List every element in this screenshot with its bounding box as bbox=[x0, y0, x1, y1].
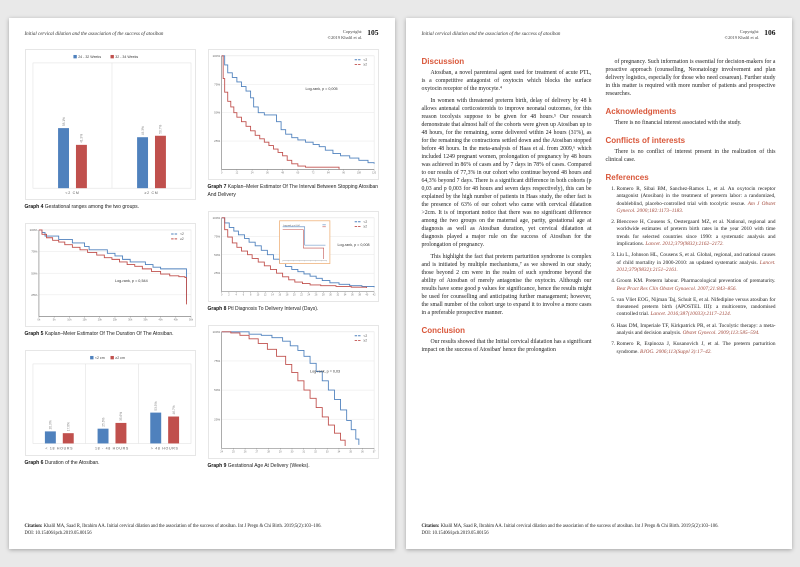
svg-text:Log-rank, p = 0,03: Log-rank, p = 0,03 bbox=[309, 369, 340, 374]
svg-text:<2: <2 bbox=[362, 333, 367, 338]
copyright-block bbox=[328, 28, 363, 41]
svg-text:20.9%: 20.9% bbox=[48, 420, 53, 430]
svg-text:24 - 32 Weeks: 24 - 32 Weeks bbox=[77, 55, 101, 60]
svg-text:<2 cm: <2 cm bbox=[94, 356, 105, 361]
reference-text: Haas DM, Imperiale TF, Kirkpatrick PR, et al. Tocolytic therapy: a meta-analysis and decision analysis. bbox=[616, 322, 776, 337]
svg-text:96: 96 bbox=[341, 171, 345, 175]
svg-text:60: 60 bbox=[296, 171, 299, 175]
svg-text:36: 36 bbox=[360, 450, 364, 454]
svg-text:0h: 0h bbox=[37, 318, 40, 322]
reference-source: Best Pract Res Clin Obstet Gynaecol. 2007;21:843–856. bbox=[616, 285, 737, 292]
reference-item bbox=[617, 252, 776, 274]
reference-source: BJOG. 2006;113(Suppl 3):17–42. bbox=[640, 348, 712, 355]
graph5-caption-label: Graph 5 bbox=[24, 331, 44, 338]
graph8-km-chart bbox=[208, 211, 379, 302]
svg-text:28: 28 bbox=[321, 293, 325, 297]
svg-text:2: 2 bbox=[227, 293, 230, 297]
graph7-km-chart bbox=[208, 49, 379, 180]
svg-text:50%: 50% bbox=[30, 271, 37, 276]
reference-item bbox=[617, 297, 776, 319]
running-title: Initial cervical dilation and the association of the success of atosiban bbox=[24, 32, 164, 37]
copyright-block bbox=[725, 28, 760, 41]
reference-text: Romero R, Espinoza J, Kusanovich J, et al. The preterm parturition syndrome. bbox=[616, 341, 776, 355]
svg-text:42: 42 bbox=[372, 293, 375, 297]
svg-text:4: 4 bbox=[234, 293, 237, 297]
km-chart-svg bbox=[26, 224, 195, 326]
page-header bbox=[422, 28, 776, 41]
svg-text:20: 20 bbox=[292, 293, 296, 297]
page-number: 105 bbox=[367, 28, 379, 37]
km-chart-svg bbox=[209, 212, 378, 301]
bar-chart-svg bbox=[26, 50, 195, 199]
graph7-caption bbox=[208, 184, 379, 200]
charts-grid bbox=[25, 49, 379, 482]
svg-text:49.3%: 49.3% bbox=[140, 126, 145, 136]
svg-text:16: 16 bbox=[277, 293, 281, 297]
reference-text: van Vliet EOG, Nijman Taj, Schuit E, et al. Nifedipine versus atosiban for threatened preterm birth (APOSTEL III): a multicentre, randomised controlled trial. bbox=[616, 296, 776, 318]
svg-text:38: 38 bbox=[357, 293, 361, 297]
svg-text:14: 14 bbox=[270, 293, 274, 297]
svg-text:41.9%: 41.9% bbox=[79, 133, 84, 143]
citation-doi: DOI: 10.15406/ipcb.2019.05.00156 bbox=[24, 530, 92, 536]
svg-text:25: 25 bbox=[231, 450, 235, 454]
conflicts-heading: Conflicts of interests bbox=[605, 136, 686, 146]
svg-text:32 - 34 Weeks: 32 - 34 Weeks bbox=[114, 55, 138, 60]
svg-text:48: 48 bbox=[280, 171, 284, 175]
acknowledgments-text: There is no financial interest associated with the study. bbox=[614, 120, 742, 127]
citation-text: Khalil MA, Saad R, Ibrahim AA. Initial cervical dilation and the association of the success of atosiban. Int J Pregn & Chi Birth. 2019;5(2):103‒106. bbox=[439, 523, 719, 529]
svg-text:100%: 100% bbox=[211, 215, 220, 220]
svg-text:32: 32 bbox=[313, 450, 317, 454]
svg-text:0: 0 bbox=[220, 171, 222, 175]
svg-text:27: 27 bbox=[254, 450, 258, 454]
citation-footer bbox=[422, 523, 776, 537]
svg-text:35: 35 bbox=[348, 450, 352, 454]
reference-source: Obstet Gynecol. 2009;113:585–594. bbox=[682, 330, 760, 337]
svg-text:28: 28 bbox=[266, 450, 270, 454]
svg-text:<2: <2 bbox=[179, 232, 184, 237]
graph8-caption bbox=[208, 306, 379, 314]
acknowledgments-heading: Acknowledgments bbox=[605, 107, 677, 117]
svg-text:≥2: ≥2 bbox=[362, 224, 367, 229]
reference-source: Lancet. 2012;379(9832):2162–2172. bbox=[645, 241, 724, 248]
citation-text: Khalil MA, Saad R, Ibrahim AA. Initial cervical dilation and the association of the success of atosiban. Int J Pregn & Chi Birth. 2019;5(2):103‒106. bbox=[42, 523, 322, 529]
graph6-caption bbox=[25, 460, 196, 468]
continuation-paragraph: of pregnancy. Such information is essential for decision-makers for a proactive approach (counselling, Neonatology involvement and plan delivery logistics, especially for those who need cesarean). Further study in this matter is required with more number of patients and prospective researches. bbox=[605, 59, 776, 98]
reference-source: Am J Obstet Gynecol. 2000;182:1173–1183. bbox=[616, 200, 776, 214]
svg-text:30: 30 bbox=[328, 293, 332, 297]
svg-text:46.7%: 46.7% bbox=[171, 405, 176, 415]
graph4-caption-text: Gestational ranges among the two groups. bbox=[43, 204, 140, 211]
svg-text:12: 12 bbox=[263, 293, 267, 297]
svg-text:24: 24 bbox=[250, 171, 253, 175]
svg-text:25%: 25% bbox=[213, 417, 220, 422]
svg-text:58.1%: 58.1% bbox=[61, 117, 66, 127]
graph4-caption bbox=[25, 204, 196, 212]
graph7-figure bbox=[208, 49, 379, 207]
reference-source: Lancet. 2012;379(9832):2151–2161. bbox=[616, 259, 776, 273]
graph6-caption-text: Duration of the Atosiban. bbox=[43, 459, 100, 466]
svg-text:40h: 40h bbox=[158, 318, 163, 322]
svg-text:5h: 5h bbox=[52, 318, 56, 322]
copyright-label: Copyright: bbox=[739, 29, 760, 34]
svg-text:12: 12 bbox=[235, 171, 238, 175]
svg-text:26: 26 bbox=[243, 450, 246, 454]
header-right bbox=[328, 28, 379, 41]
svg-text:≥2 CM: ≥2 CM bbox=[144, 191, 158, 196]
svg-text:25%: 25% bbox=[213, 139, 220, 144]
svg-text:72: 72 bbox=[311, 171, 314, 175]
svg-text:75%: 75% bbox=[213, 358, 220, 363]
reference-text: Groom KM. Preterm labour. Pharmacological prevention of prematurity. bbox=[616, 278, 776, 285]
svg-text:84: 84 bbox=[326, 171, 330, 175]
graph4-caption-label: Graph 4 bbox=[24, 204, 44, 211]
svg-text:53.5%: 53.5% bbox=[153, 401, 158, 411]
graph9-caption-text: Gestational Age At Delivery (Weeks). bbox=[226, 462, 310, 469]
page-left bbox=[9, 18, 395, 549]
svg-text:34: 34 bbox=[337, 450, 340, 454]
svg-text:<2 CM: <2 CM bbox=[64, 191, 80, 196]
svg-text:108: 108 bbox=[356, 171, 361, 175]
reference-text: Romero R, Sibai BM, Sanchez-Ramos L, et al. An oxytocin receptor antagonist (Atosiban) in the treatment of preterm labor: a randomized, doubleblind, placebo-controlled trial with tocolytic rescue. bbox=[616, 186, 776, 207]
reference-item bbox=[617, 341, 776, 356]
svg-text:≥2: ≥2 bbox=[179, 237, 184, 242]
svg-text:10: 10 bbox=[256, 293, 259, 297]
svg-text:≥2: ≥2 bbox=[362, 338, 367, 343]
graph8-caption-label: Graph 8 bbox=[207, 306, 227, 313]
citation-footer bbox=[25, 523, 379, 537]
references-heading: References bbox=[605, 173, 649, 182]
reference-item bbox=[617, 323, 776, 338]
graph9-caption bbox=[208, 463, 379, 471]
svg-text:75%: 75% bbox=[213, 82, 220, 87]
graph5-caption-text: Kaplan–Meier Estimator Of The Duration Of The Atosiban. bbox=[43, 331, 174, 338]
km-chart-svg bbox=[209, 50, 378, 179]
svg-text:36: 36 bbox=[265, 171, 269, 175]
svg-text:100%: 100% bbox=[29, 228, 37, 233]
discussion-paragraph: In women with threatened preterm birth, delay of delivery by 48 h allows antenatal corticosteroids to improve neonatal outcomes, for this reason tocolysis suppose to be given for 48 hours.⁵ Our research demonstrate that almost half of the cohorts were given up Atosiban up to 48 hours, for the remaining, some delivered within 24 hours (31%), as for the remaining the contractions settled down and the Atosiban stopped before 48 hours. In the meta-analysis of Haas et al. from 2009,⁶ which included 1249 pregnant women, prolongation of pregnancy by 48 hours was achieved in 86% of cases and by 7 days in 78% of cases. Compared to our results of 77,3% in our cohort who continue beyond 48 hours and 64,3% beyond 7 days. There is a significant difference in both cohorts (p 0,03 and p 0,003 for 48 hours and seven days respectively), this can be explained by the high number of patients in Haas study, the other fact is the presence of 63% of our cohort who came with cervical dilatation >2cm. It is of important notice that there was no significant difference among the two groups on the maternal age, parity, gestational age at diagnosis as well as Atosiban duration, yet cervical dilatation at diagnosis played a major rule on the success of Atosiban for the prolongation of pregnancy. bbox=[421, 98, 592, 248]
discussion-heading: Discussion bbox=[421, 57, 465, 67]
citation-label: Citation: bbox=[421, 523, 440, 529]
svg-text:29: 29 bbox=[278, 450, 282, 454]
svg-text:33: 33 bbox=[325, 450, 329, 454]
svg-text:25%: 25% bbox=[213, 271, 220, 276]
page-header bbox=[25, 28, 379, 41]
svg-text:22: 22 bbox=[299, 293, 303, 297]
charts-column-2 bbox=[208, 49, 379, 482]
svg-text:<2: <2 bbox=[362, 58, 367, 63]
svg-text:75%: 75% bbox=[30, 249, 37, 254]
svg-text:Log-rank, p = 0,544: Log-rank, p = 0,544 bbox=[114, 278, 148, 283]
reference-item bbox=[617, 219, 776, 248]
svg-text:36: 36 bbox=[350, 293, 354, 297]
references-list bbox=[606, 186, 776, 356]
conclusion-paragraph: Our results showed that the Initial cervical dilatation has a significant impact on the success of Atosiban' hence the prolongation bbox=[421, 338, 592, 353]
text-columns bbox=[422, 49, 776, 360]
svg-text:8: 8 bbox=[249, 293, 251, 297]
svg-text:120: 120 bbox=[371, 171, 376, 175]
svg-text:50%: 50% bbox=[213, 252, 220, 257]
svg-text:> 48 HOURS: > 48 HOURS bbox=[150, 446, 179, 451]
page-number: 106 bbox=[764, 28, 776, 37]
graph9-caption-label: Graph 9 bbox=[207, 462, 227, 469]
svg-text:100%: 100% bbox=[211, 54, 220, 59]
text-column-left bbox=[422, 49, 592, 360]
graph6-bar-chart bbox=[25, 350, 196, 455]
graph5-caption bbox=[25, 331, 196, 339]
citation-label: Citation: bbox=[24, 523, 43, 529]
svg-text:≥2 cm: ≥2 cm bbox=[114, 356, 125, 361]
graph6-figure bbox=[25, 350, 196, 474]
svg-text:35h: 35h bbox=[142, 318, 147, 322]
svg-text:30h: 30h bbox=[127, 318, 132, 322]
svg-text:25%: 25% bbox=[30, 292, 37, 297]
svg-text:35.6%: 35.6% bbox=[118, 412, 123, 422]
svg-text:50.7%: 50.7% bbox=[158, 124, 163, 134]
reference-item bbox=[617, 186, 776, 215]
graph5-figure bbox=[25, 223, 196, 346]
svg-text:0: 0 bbox=[220, 293, 222, 297]
copyright-text: ©2019 Khalil et al. bbox=[327, 35, 363, 41]
copyright-text: ©2019 Khalil et al. bbox=[724, 35, 760, 41]
svg-text:24: 24 bbox=[306, 293, 310, 297]
graph7-caption-label: Graph 7 bbox=[207, 184, 227, 191]
svg-text:75%: 75% bbox=[213, 234, 220, 239]
discussion-paragraph: This highlight the fact that preterm parturition syndrome is complex and is initiated by multiple mechanisms,⁷ as we showed in our study; those beyond 2 cm were in the realm of such syndrome beyond the ability of Atosiban of merely antagonise the oxytocin. Although our results have some good p values for significance, hence the results might be used for counselling and anticipating further management; however, the small number of the cohort urge to expand it to involve a more cases in a preferable prospective manner. bbox=[421, 253, 592, 316]
copyright-label: Copyright: bbox=[342, 29, 363, 34]
text-column-right bbox=[606, 49, 776, 360]
graph7-caption-text: Kaplan–Meier Estimator Of The Interval Between Stopping Atosiban And Delivery bbox=[207, 184, 379, 199]
running-title: Initial cervical dilation and the association of the success of atosiban bbox=[421, 32, 561, 37]
svg-text:20h: 20h bbox=[97, 318, 102, 322]
svg-text:6: 6 bbox=[242, 293, 244, 297]
svg-text:37: 37 bbox=[372, 450, 375, 454]
svg-text:18 - 48 HOURS: 18 - 48 HOURS bbox=[94, 446, 129, 451]
svg-text:40: 40 bbox=[364, 293, 368, 297]
svg-text:10h: 10h bbox=[66, 318, 71, 322]
conclusion-heading: Conclusion bbox=[421, 325, 466, 335]
svg-text:Log-rank, p = 0,008: Log-rank, p = 0,008 bbox=[337, 242, 370, 247]
header-right bbox=[725, 28, 776, 41]
svg-text:32: 32 bbox=[335, 293, 339, 297]
conflicts-text: There is no conflict of interest present in the realization of this clinical case. bbox=[605, 149, 776, 164]
graph5-km-chart bbox=[25, 223, 196, 327]
svg-text:Log-rank, p = 0,005: Log-rank, p = 0,005 bbox=[304, 87, 338, 92]
reference-text: Blencowe H, Cousens S, Oestergaard MZ, et al. National, regional and worldwide estimates of preterm birth rates in the year 2010 with time trends for selected countries since 1990: a systematic analysis and implications. bbox=[616, 219, 776, 248]
svg-text:25h: 25h bbox=[112, 318, 117, 322]
svg-text:24: 24 bbox=[219, 450, 223, 454]
reference-item bbox=[617, 278, 776, 293]
page-right bbox=[406, 18, 792, 549]
svg-text:26: 26 bbox=[314, 293, 317, 297]
charts-column-1 bbox=[25, 49, 196, 482]
svg-text:< 18 HOURS: < 18 HOURS bbox=[44, 446, 73, 451]
graph9-km-chart bbox=[208, 325, 379, 459]
svg-text:Log-rank, p = 0,04: Log-rank, p = 0,04 bbox=[282, 224, 300, 227]
svg-text:15h: 15h bbox=[81, 318, 87, 322]
svg-text:17.8%: 17.8% bbox=[66, 422, 71, 432]
graph8-caption-text: Ptl Diagnosis To Delivery Interval (Days). bbox=[226, 306, 319, 313]
svg-text:50%: 50% bbox=[213, 110, 220, 115]
graph4-figure bbox=[25, 49, 196, 219]
svg-text:50%: 50% bbox=[213, 388, 220, 393]
svg-text:34: 34 bbox=[343, 293, 346, 297]
svg-text:45h: 45h bbox=[173, 318, 178, 322]
graph8-figure bbox=[208, 211, 379, 321]
svg-text:18: 18 bbox=[285, 293, 288, 297]
citation-doi: DOI: 10.15406/ipcb.2019.05.00156 bbox=[421, 530, 489, 536]
graph4-bar-chart bbox=[25, 49, 196, 200]
graph9-figure bbox=[208, 325, 379, 478]
reference-text: Liu L, Johnson HL, Cousens S, et al. Global, regional, and national causes of child mortality in 2000-2010: an updated systematic analysis. bbox=[616, 252, 776, 266]
discussion-paragraph: Atosiban, a novel parenteral agent used for treatment of acute PTL, is a competitive antagonist of oxytocin which blocks the surface oxytocin receptor of the myocyte.⁴ bbox=[421, 70, 592, 93]
svg-text:50h: 50h bbox=[188, 318, 193, 322]
svg-text:30: 30 bbox=[290, 450, 293, 454]
svg-text:100%: 100% bbox=[211, 329, 220, 334]
km-chart-svg bbox=[209, 326, 378, 458]
svg-text:31: 31 bbox=[301, 450, 305, 454]
graph6-caption-label: Graph 6 bbox=[24, 459, 44, 466]
reference-source: Lancet. 2016;387(10033):2117–2124. bbox=[650, 311, 732, 318]
bar-chart-svg bbox=[26, 351, 195, 454]
svg-text:≥2: ≥2 bbox=[362, 62, 367, 67]
svg-text:25.6%: 25.6% bbox=[100, 417, 105, 427]
svg-text:<2: <2 bbox=[362, 219, 367, 224]
